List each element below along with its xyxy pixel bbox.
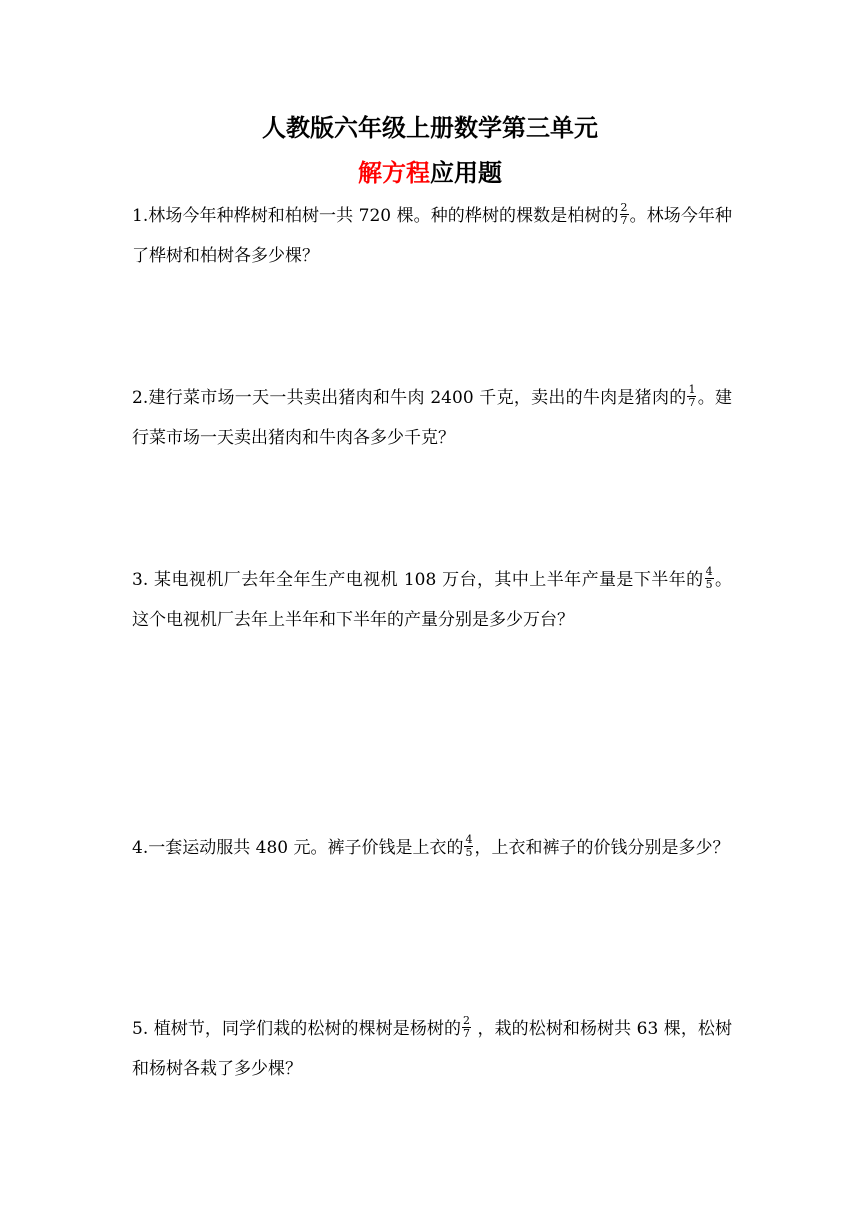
problem-3 [132, 560, 732, 640]
title-line-1: 人教版六年级上册数学第三单元 [262, 114, 598, 142]
fraction [705, 566, 714, 591]
fraction [620, 202, 629, 227]
fraction-numerator: 4 [465, 833, 473, 846]
problem-text-after: ，上衣和裤子的价钱分别是多少？ [474, 838, 730, 858]
subtitle-rest: 应用题 [430, 159, 502, 187]
problem-text-after: 。林场今年种了桦树和柏树各多少棵？ [132, 206, 732, 266]
problem-text-after: ，栽的松树和杨树共 63 棵，松树和杨树各栽了多少棵？ [132, 1019, 733, 1079]
problem-1 [132, 196, 732, 276]
problem-text-before: 1.林场今年种桦树和柏树一共 720 棵。种的桦树的棵数是柏树的 [132, 206, 619, 226]
problem-text-before: 4.一套运动服共 480 元。裤子价钱是上衣的 [132, 838, 464, 858]
fraction [464, 834, 473, 859]
fraction-numerator: 2 [620, 201, 628, 214]
subtitle-highlight: 解方程 [358, 159, 430, 187]
problem-text-before: 3. 某电视机厂去年全年生产电视机 108 万台，其中上半年产量是下半年的 [132, 570, 704, 590]
problem-4 [132, 828, 732, 868]
fraction-denominator: 7 [688, 396, 696, 409]
problem-text-before: 5. 植树节，同学们栽的松树的棵树是杨树的 [132, 1019, 462, 1039]
problem-text-after: 。建行菜市场一天卖出猪肉和牛肉各多少千克？ [132, 388, 732, 448]
fraction-denominator: 5 [705, 578, 713, 591]
fraction-denominator: 7 [463, 1027, 471, 1040]
fraction-denominator: 5 [465, 846, 473, 859]
problem-text-after: 。这个电视机厂去年上半年和下半年的产量分别是多少万台？ [132, 570, 732, 630]
fraction-denominator: 7 [620, 214, 628, 227]
problem-text-before: 2.建行菜市场一天一共卖出猪肉和牛肉 2400 千克，卖出的牛肉是猪肉的 [132, 388, 687, 408]
problem-2 [132, 378, 732, 458]
fraction-numerator: 1 [688, 383, 696, 396]
problem-5 [132, 1009, 732, 1089]
fraction [687, 384, 696, 409]
fraction [462, 1015, 471, 1040]
fraction-numerator: 4 [705, 565, 713, 578]
worksheet-title [0, 112, 860, 144]
fraction-numerator: 2 [463, 1014, 471, 1027]
worksheet-subtitle [0, 157, 860, 189]
